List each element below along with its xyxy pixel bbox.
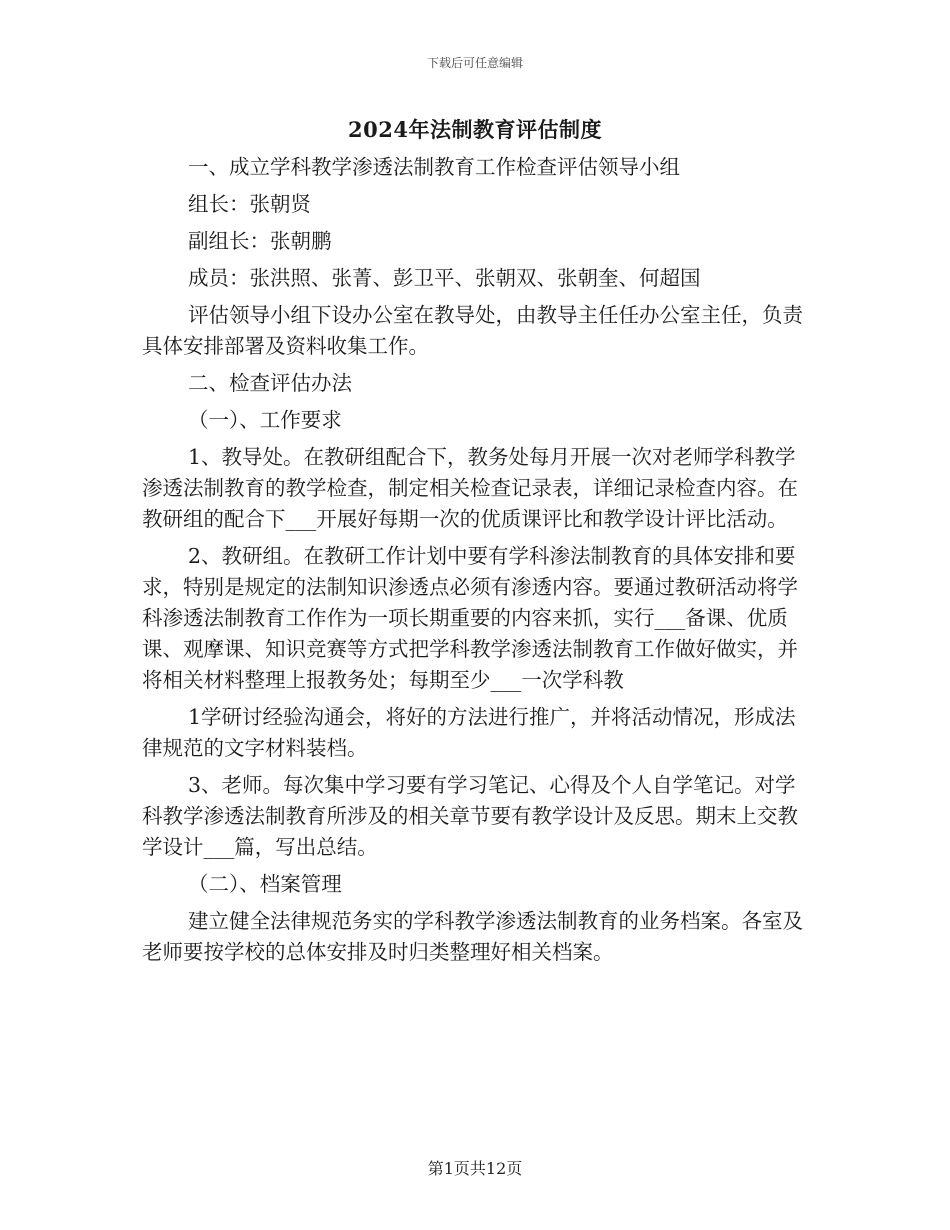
paragraph-archive: 建立健全法律规范务实的学科教学渗透法制教育的业务档案。各室及老师要按学校的总体安排及时归类整理好相关档案。 [142,909,803,964]
paragraph-teachers: 3、老师。每次集中学习要有学习笔记、心得及个人自学笔记。对学科教学渗透法制教育所涉及的相关章节要有教学设计及反思。期末上交教学设计___篇，写出总结。 [142,773,798,859]
paragraph-leader: 组长：张朝贤 [188,192,311,216]
paragraph-deputy-leader: 副组长：张朝鹏 [188,229,332,253]
subsection-heading-2: （二）、档案管理 [188,872,342,896]
paragraph-research-group: 2、教研组。在教研工作计划中要有学科渗法制教育的具体安排和要求，特别是规定的法制知识渗透点必须有渗透内容。要通过教研活动将学科渗透法制教育工作作为一项长期重要的内容来抓，实行___备课、优质课、观摩课、知识竞赛等方式把学科教学渗透法制教育工作做好做实，并将相关材料整理上报教务处；每期至少___一次学科教 [142,544,798,692]
paragraph-teaching-office: 1、教导处。在教研组配合下，教务处每月开展一次对老师学科教学渗透法制教育的教学检查，制定相关检查记录表，详细记录检查内容。在教研组的配合下___开展好每期一次的优质课评比和教学设计评比活动。 [142,445,798,531]
document-body [142,152,810,974]
paragraph-members: 成员：张洪照、张菁、彭卫平、张朝双、张朝奎、何超国 [188,266,701,290]
section-heading-1: 一、成立学科教学渗透法制教育工作检查评估领导小组 [188,155,680,179]
paragraph-office: 评估领导小组下设办公室在教导处，由教导主任任办公室主任，负责具体安排部署及资料收集工作。 [142,303,803,358]
section-heading-2: 二、检查评估办法 [188,371,352,395]
document-title: 2024年法制教育评估制度 [348,117,602,142]
subsection-heading-1: （一）、工作要求 [188,408,342,432]
paragraph-research-meeting: 1学研讨经验沟通会，将好的方法进行推广，并将活动情况，形成法律规范的文字材料装档。 [142,705,796,760]
page-footer: 第1页共12页 [427,1159,523,1178]
header-note: 下载后可任意编辑 [426,56,523,70]
